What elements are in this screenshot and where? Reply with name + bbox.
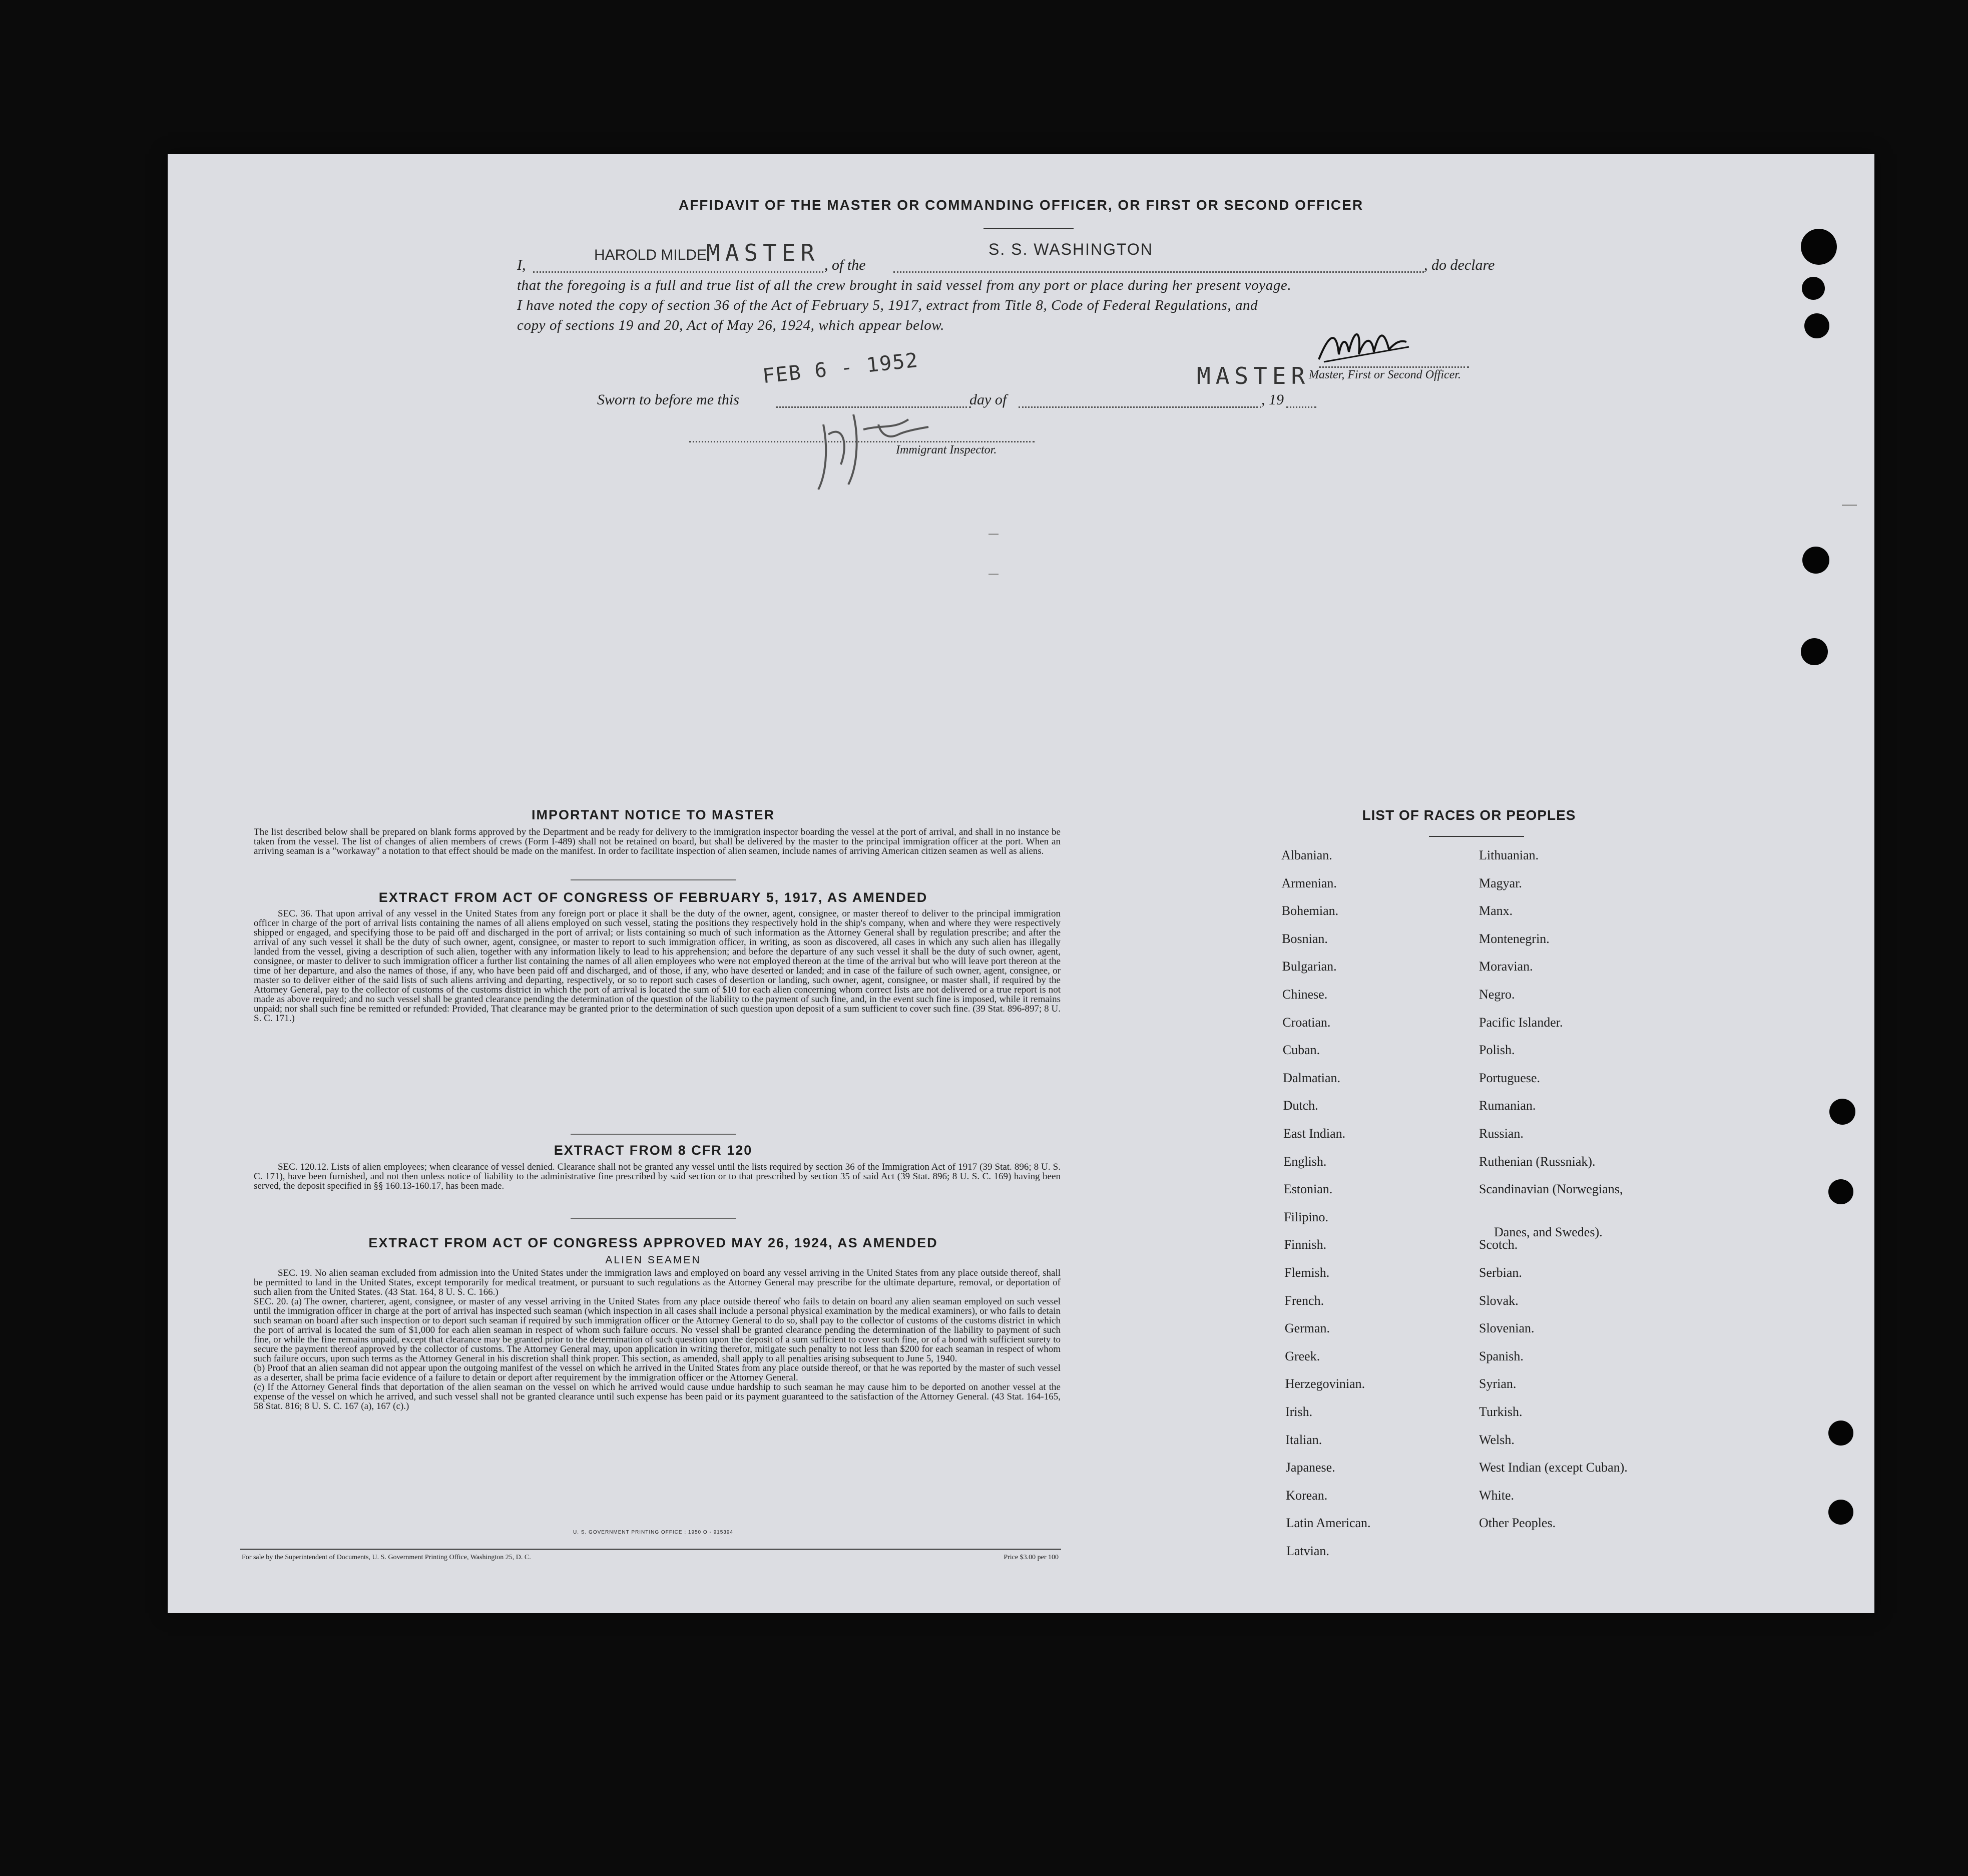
master-signature	[1314, 324, 1424, 369]
race-list-item: Albanian.	[1281, 848, 1332, 862]
signatory-label: Master, First or Second Officer.	[1309, 368, 1461, 381]
race-list-item: Spanish.	[1479, 1348, 1524, 1363]
punch-hole	[1801, 638, 1828, 665]
race-list-item: White.	[1479, 1488, 1515, 1503]
inspector-line	[689, 441, 1035, 442]
affidavit-text-line: copy of sections 19 and 20, Act of May 26, 1924, which appear below.	[517, 317, 945, 333]
extract-cfr-body: SEC. 120.12. Lists of alien employees; when clearance of vessel denied. Clearance shall not be granted any vessel until the lists required by section 36 of the Immigration Act of 1917 (39 Stat. 896; 8 U. S. C. 171), have been furnished, and not then unless notice of liability to the administrative fine prescribed by said section or to that prescribed by section 35 of said Act (39 Stat. 896; 8 U. S. C. 169) having been served, the deposit specified in §§ 160.13-160.17, has been made.	[254, 1162, 1061, 1191]
extract-1924-subtitle: ALIEN SEAMEN	[605, 1254, 701, 1266]
race-list-item: Danes, and Swedes).	[1494, 1224, 1603, 1239]
inspector-label: Immigrant Inspector.	[896, 443, 997, 456]
races-title: LIST OF RACES OR PEOPLES	[1362, 807, 1576, 823]
divider	[571, 1134, 736, 1135]
master-name: HAROLD MILDE	[594, 247, 707, 263]
extract-1924-body: SEC. 19. No alien seaman excluded from admission into the United States under the immigration laws and employed on board any vessel arriving in the United States from any place outside thereof, shall be permitted to land in the United States, except temporarily for medical treatment, or pursuant to such regulations as the Attorney General may prescribe for the ultimate departure, removal, or deportation of such alien from the United States. (43 Stat. 164, 8 U. S. C. 166.) SEC. 20. (a) The owner, charterer, agent, consignee, or master of any vessel arriving in the United States from any place outside thereof who fails to detain on board any alien seaman employed on such vessel until the immigration officer in charge at the port of arrival has inspected such seaman (which inspection in all cases shall include a personal physical examination by the medical examiners), or who fails to detain such seaman on board after such inspection or to deport such seaman if required by such immigration officer or the Attorney General to do so, shall pay to the collector of customs of the customs district in which the port of arrival is located the sum of $1,000 for each alien seaman in respect of whom such failure occurs. No vessel shall be granted clearance pending the determination of the liability to payment of such fine, or while the fine remains unpaid, except that clearance may be granted prior to the determination of such question upon the deposit of a sum sufficient to cover such fine, or of a bond with sufficient surety to secure the payment thereof approved by the collector of customs. The Attorney General may, upon application in writing therefor, mitigate such penalty to not less than $200 for each seaman in respect of whom such failure occurs, upon such terms as the Attorney General in his discretion shall think proper. This section, as amended, shall apply to all penalties arising subsequent to June 5, 1940. (b) Proof that an alien seaman did not appear upon the outgoing manifest of the vessel on which he arrived in the United States from any place outside thereof, or that he was reported by the master of such vessel as a deserter, shall be prima facie evidence of a failure to detain or deport after requirement by the immigration officer or the Attorney General. (c) If the Attorney General finds that deportation of the alien seaman on the vessel on which he arrived would cause undue hardship to such seaman he may cause him to be deported on another vessel at the expense of the vessel on which he arrived, and such vessel shall not be granted clearance until such expense has been paid or its payment guaranteed to the satisfaction of the Attorney General. (43 Stat. 164-165, 58 Stat. 816; 8 U. S. C. 167 (a), 167 (c).)	[254, 1268, 1061, 1412]
races-left-column	[1281, 848, 1471, 1569]
race-list-item: Italian.	[1285, 1432, 1322, 1447]
race-list-item: Greek.	[1285, 1348, 1320, 1363]
race-list-item: Negro.	[1479, 987, 1515, 1002]
race-list-item: Welsh.	[1479, 1432, 1515, 1447]
vessel-name: S. S. WASHINGTON	[989, 240, 1153, 258]
race-list-item: West Indian (except Cuban).	[1479, 1460, 1628, 1475]
race-list-item: Russian.	[1479, 1126, 1524, 1141]
year-label: , 19	[1261, 391, 1284, 408]
race-list-item: Lithuanian.	[1479, 848, 1539, 862]
race-list-item: East Indian.	[1283, 1126, 1346, 1141]
of-the-label: , of the	[824, 257, 866, 273]
divider	[1429, 836, 1524, 837]
stray-mark	[989, 534, 999, 535]
race-list-item: Dutch.	[1283, 1098, 1318, 1113]
divider	[983, 228, 1074, 229]
race-list-item: Polish.	[1479, 1043, 1515, 1058]
i-label: I,	[517, 257, 526, 273]
race-list-item: Slovak.	[1479, 1293, 1519, 1308]
race-list-item: Latin American.	[1286, 1516, 1371, 1531]
punch-hole	[1802, 547, 1829, 574]
race-list-item: Moravian.	[1479, 959, 1533, 974]
punch-hole	[1828, 1421, 1853, 1446]
race-list-item: Finnish.	[1284, 1237, 1327, 1252]
punch-hole	[1804, 313, 1829, 338]
race-list-item: German.	[1284, 1321, 1330, 1336]
race-list-item: Bohemian.	[1281, 903, 1339, 918]
race-list-item: English.	[1283, 1154, 1327, 1169]
day-of-label: day of	[969, 391, 1007, 408]
race-list-item: Slovenian.	[1479, 1321, 1535, 1336]
sworn-date-stamp: FEB 6 - 1952	[761, 348, 920, 388]
extract-1917-body: SEC. 36. That upon arrival of any vessel in the United States from any foreign port or place it shall be the duty of the owner, agent, consignee, or master thereof to deliver to the principal immigration officer in charge of the port of arrival lists containing the names of all aliens employed on such vessel, stating the positions they respectively hold in the ship's company, when and where they were respectively shipped or engaged, and specifying those to be paid off and discharged in the port of arrival; or lists containing so much of such information as the Attorney General shall by regulation prescribe; and after the arrival of any such vessel it shall be the duty of such owner, agent, consignee, or master to report to such immigration officer, in writing, as soon as discovered, all cases in which any such alien has illegally landed from the vessel, giving a description of such alien, together with any information likely to lead to his apprehension; and before the departure of any such vessel it shall be the duty of such owner, agent, consignee, or master to deliver to such immigration officer a further list containing the names of all alien employees who were not employed thereon at the time of the arrival but who will leave port thereon at the time of her departure, and also the names of those, if any, who have been paid off and discharged, and of those, if any, who have deserted or landed; and in case of the failure of such owner, agent, consignee, or master so to deliver either of the said lists of such aliens arriving and departing, respectively, or so to report such cases of desertion or landing, such owner, agent, consignee, or master shall, if required by the Attorney General, pay to the collector of customs of the customs district in which the port of arrival is located the sum of $10 for each alien concerning whom correct lists are not delivered or a true report is not made as above required; and no such vessel shall be granted clearance pending the determination of the question of the liability to the payment of such fine, and, in the event such fine is imposed, while it remains unpaid; nor shall such fine be remitted or refunded: Provided, That clearance may be granted prior to the determination of such question upon deposit of a sum sufficient to cover such fine. (39 Stat. 896-897; 8 U. S. C. 171.)	[254, 908, 1061, 1024]
race-list-item: Korean.	[1286, 1488, 1328, 1503]
punch-hole	[1802, 277, 1825, 300]
race-list-item: French.	[1284, 1293, 1324, 1308]
punch-hole	[1828, 1500, 1853, 1525]
race-list-item: Pacific Islander.	[1479, 1015, 1563, 1030]
month-line	[1019, 406, 1261, 408]
race-list-item: Serbian.	[1479, 1265, 1522, 1280]
race-list-item: Portuguese.	[1479, 1070, 1541, 1085]
document-page	[168, 154, 1874, 1613]
affidavit-text-line: I have noted the copy of section 36 of the Act of February 5, 1917, extract from Title 8, Code of Federal Regulations, and	[517, 297, 1258, 313]
footer-rule	[240, 1549, 1061, 1550]
notice-title: IMPORTANT NOTICE TO MASTER	[532, 807, 775, 822]
race-list-item: Dalmatian.	[1283, 1070, 1340, 1085]
stray-mark	[1842, 505, 1857, 506]
sworn-label: Sworn to before me this	[597, 391, 739, 408]
race-list-item: Japanese.	[1285, 1460, 1335, 1475]
divider	[571, 1218, 736, 1219]
race-list-item: Estonian.	[1283, 1182, 1333, 1197]
divider	[571, 879, 736, 880]
race-list-item: Turkish.	[1479, 1404, 1523, 1419]
race-list-item: Scotch.	[1479, 1237, 1518, 1252]
master-stamp: MASTER	[1197, 362, 1310, 389]
rank-stamp: MASTER	[706, 239, 820, 266]
affidavit-title: AFFIDAVIT OF THE MASTER OR COMMANDING OFFICER, OR FIRST OR SECOND OFFICER	[678, 197, 1364, 213]
punch-hole	[1801, 229, 1837, 265]
stray-mark	[989, 574, 999, 575]
race-list-item: Armenian.	[1281, 875, 1337, 890]
vessel-line	[893, 271, 1424, 273]
do-declare-label: , do declare	[1424, 257, 1495, 273]
race-list-item: Syrian.	[1479, 1376, 1517, 1391]
race-list-item: Bulgarian.	[1282, 959, 1337, 974]
race-list-item: Herzegovinian.	[1285, 1376, 1365, 1391]
race-list-item: Irish.	[1285, 1404, 1313, 1419]
affidavit-text-line: that the foregoing is a full and true list of all the crew brought in said vessel from any port or place during her present voyage.	[517, 277, 1292, 293]
race-list-item: Croatian.	[1282, 1015, 1331, 1030]
race-list-item: Chinese.	[1282, 987, 1328, 1002]
extract-1924-title: EXTRACT FROM ACT OF CONGRESS APPROVED MAY 26, 1924, AS AMENDED	[368, 1235, 938, 1250]
footer-right: Price $3.00 per 100	[1004, 1554, 1059, 1561]
race-list-item: Manx.	[1479, 903, 1513, 918]
race-list-item: Filipino.	[1284, 1209, 1329, 1224]
year-line	[1286, 406, 1316, 408]
race-list-item: Montenegrin.	[1479, 931, 1550, 946]
gpo-imprint: U. S. GOVERNMENT PRINTING OFFICE : 1950 O - 915394	[573, 1530, 733, 1535]
race-list-item: Scandinavian (Norwegians,	[1479, 1182, 1623, 1197]
race-list-item: Rumanian.	[1479, 1098, 1536, 1113]
race-list-item: Bosnian.	[1282, 931, 1328, 946]
name-line	[533, 271, 823, 273]
notice-body: The list described below shall be prepared on blank forms approved by the Department and be ready for delivery to the immigration inspector boarding the vessel at the port of arrival, and shall in no instance be taken from the vessel. The list of changes of alien members of crews (Form I-489) shall not be retained on board, but shall be delivered by the master to the principal immigration officer at the port. When an arriving seaman is a "workaway" a notation to that effect should be made on the manifest. In order to facilitate inspection of alien seamen, include names of arriving American citizen seamen as well as aliens.	[254, 827, 1061, 856]
race-list-item: Cuban.	[1282, 1043, 1320, 1058]
race-list-item: Other Peoples.	[1479, 1516, 1556, 1531]
race-list-item: Latvian.	[1286, 1544, 1329, 1558]
punch-hole	[1828, 1179, 1853, 1204]
footer-left: For sale by the Superintendent of Documents, U. S. Government Printing Office, Washington 25, D. C.	[242, 1554, 531, 1561]
extract-1917-title: EXTRACT FROM ACT OF CONGRESS OF FEBRUARY 5, 1917, AS AMENDED	[378, 890, 928, 905]
races-right-column	[1479, 848, 1719, 1569]
signature-line	[1319, 366, 1469, 368]
race-list-item: Flemish.	[1284, 1265, 1330, 1280]
race-list-item: Magyar.	[1479, 875, 1522, 890]
extract-cfr-title: EXTRACT FROM 8 CFR 120	[554, 1143, 753, 1158]
punch-hole	[1829, 1099, 1855, 1125]
race-list-item: Ruthenian (Russniak).	[1479, 1154, 1596, 1169]
